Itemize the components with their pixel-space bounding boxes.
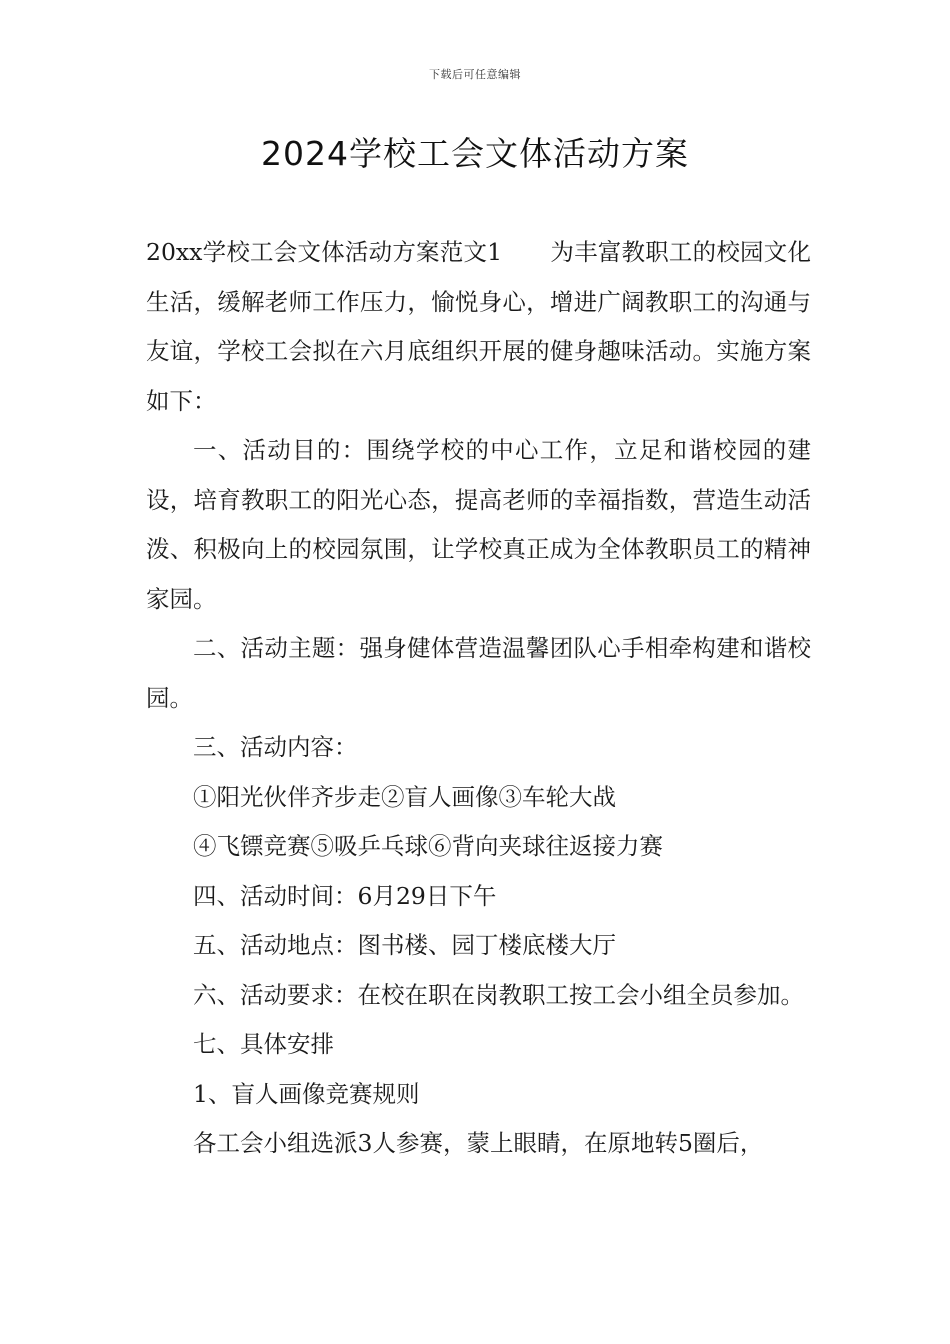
subsection-blind-portrait-heading: 1、盲人画像竞赛规则	[193, 1079, 420, 1108]
intro-lead: 20xx学校工会文体活动方案范文1	[146, 238, 503, 266]
section-content-heading: 三、活动内容：	[193, 733, 358, 761]
page-header-note: 下载后可任意编辑	[429, 68, 521, 81]
intro-paragraph	[146, 228, 811, 426]
section-location: 五、活动地点：图书楼、园丁楼底楼大厅	[193, 931, 616, 959]
section-time: 四、活动时间：6月29日下午	[193, 881, 497, 910]
document-title: 2024学校工会文体活动方案	[261, 134, 689, 173]
section-arrangement-heading: 七、具体安排	[193, 1030, 334, 1058]
subsection-blind-portrait-text: 各工会小组选派3人参赛，蒙上眼睛，在原地转5圈后，	[193, 1129, 764, 1157]
intro-text: 为丰富教职工的校园文化生活，缓解老师工作压力，愉悦身心，增进广阔教职工的沟通与友谊，学校工会拟在六月底组织开展的健身趣味活动。实施方案如下：	[146, 238, 811, 415]
activity-list-line-1: ①阳光伙伴齐步走②盲人画像③车轮大战	[193, 782, 616, 811]
document-body	[146, 228, 811, 1169]
activity-list-line-2: ④飞镖竞赛⑤吸乒乓球⑥背向夹球往返接力赛	[193, 832, 663, 860]
section-requirements: 六、活动要求：在校在职在岗教职工按工会小组全员参加。	[193, 980, 804, 1009]
section-theme: 二、活动主题：强身健体营造温馨团队心手相牵构建和谐校园。	[146, 634, 811, 712]
section-purpose: 一、活动目的：围绕学校的中心工作，立足和谐校园的建设，培育教职工的阳光心态，提高老师的幸福指数，营造生动活泼、积极向上的校园氛围，让学校真正成为全体教职员工的精神家园。	[146, 436, 811, 613]
